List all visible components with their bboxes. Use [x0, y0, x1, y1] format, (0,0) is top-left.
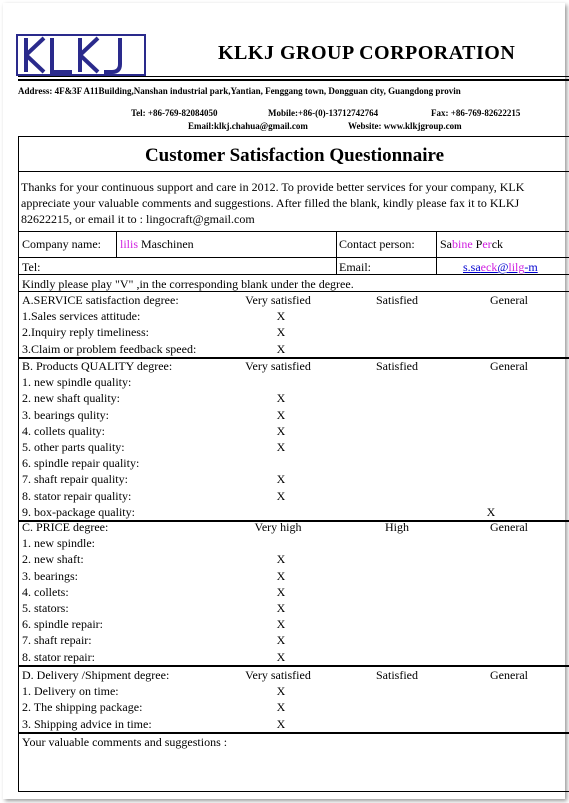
- answer-mark[interactable]: X: [276, 649, 286, 664]
- question-label: 1.Sales services attitude:: [22, 309, 141, 324]
- answer-mark[interactable]: X: [276, 423, 286, 438]
- question-label: 7. shaft repair quality:: [22, 472, 128, 487]
- answer-mark[interactable]: X: [276, 309, 286, 324]
- company-address: Address: 4F&3F A11Building,Nanshan industrial park,Yantian, Fenggang town, Dongguan city, Guangdong provin: [18, 86, 461, 96]
- company-name: KLKJ GROUP CORPORATION: [218, 42, 516, 64]
- question-label: 5. other parts quality:: [22, 440, 125, 454]
- intro-line: appreciate your valuable comments and suggestions. After filled the blank, kindly please fax it to KLKJ: [21, 196, 520, 210]
- degree-column-header: General: [490, 293, 528, 307]
- question-label: 3. bearings:: [22, 568, 78, 583]
- email-value[interactable]: [463, 260, 538, 274]
- redacted-text: eck: [480, 260, 498, 274]
- company-name-label: Company name:: [22, 237, 101, 251]
- contact-text: P: [472, 237, 483, 251]
- email-text: @: [497, 260, 509, 274]
- divider: [19, 257, 569, 258]
- question-label: 8. stator repair:: [22, 649, 95, 664]
- tel-label: Tel:: [22, 260, 41, 274]
- answer-mark[interactable]: X: [486, 504, 496, 519]
- section-heading-delivery: D. Delivery /Shipment degree:: [22, 668, 170, 682]
- question-label: 6. spindle repair:: [22, 617, 103, 632]
- question-label: 4. collets quality:: [22, 423, 105, 438]
- answer-mark[interactable]: X: [276, 325, 286, 340]
- answer-mark[interactable]: X: [276, 440, 286, 454]
- degree-column-header: Satisfied: [376, 668, 418, 682]
- comments-label: Your valuable comments and suggestions :: [22, 735, 228, 749]
- redacted-text: bine: [452, 237, 473, 251]
- email-text: s.sa: [463, 260, 481, 274]
- contact-text: Sa: [440, 237, 452, 251]
- question-label: 6. spindle repair quality:: [22, 456, 140, 471]
- degree-column-header: General: [490, 520, 528, 534]
- contact-text: ck: [491, 237, 504, 251]
- intro-text: [21, 179, 566, 227]
- answer-mark[interactable]: X: [276, 633, 286, 648]
- answer-mark[interactable]: X: [276, 391, 286, 406]
- redacted-text: lilg: [508, 260, 525, 274]
- answer-mark[interactable]: X: [276, 700, 286, 715]
- answer-mark[interactable]: X: [276, 407, 286, 422]
- degree-column-header: Satisfied: [376, 293, 418, 307]
- redacted-text: lilis: [120, 237, 139, 251]
- company-tel: Tel: +86-769-82084050: [131, 108, 218, 118]
- form-title: Customer Satisfaction Questionnaire: [144, 145, 445, 166]
- question-label: 4. collets:: [22, 584, 69, 599]
- answer-mark[interactable]: X: [276, 617, 286, 632]
- company-website: Website: www.klkjgroup.com: [348, 121, 462, 131]
- question-label: 9. box-package quality:: [22, 504, 135, 519]
- divider: [19, 291, 569, 292]
- redacted-text: er: [482, 237, 492, 251]
- question-label: 2. new shaft quality:: [22, 391, 120, 406]
- question-label: 3. bearings qulity:: [22, 407, 109, 422]
- company-mobile: Mobile:+86-(0)-13712742764: [268, 108, 379, 118]
- question-label: 5. stators:: [22, 601, 69, 615]
- header-rule: [18, 76, 569, 77]
- divider: [19, 274, 569, 275]
- section-heading-quality: B. Products QUALITY degree:: [22, 359, 173, 373]
- divider: [19, 231, 569, 232]
- contact-person-value[interactable]: [440, 237, 503, 251]
- answer-mark[interactable]: X: [276, 684, 286, 699]
- answer-mark[interactable]: X: [276, 472, 286, 487]
- question-label: 1. Delivery on time:: [22, 684, 119, 699]
- company-name-text: Maschinen: [138, 237, 194, 251]
- klkj-logo: [16, 34, 146, 76]
- degree-column-header: Satisfied: [376, 359, 418, 373]
- company-name-value[interactable]: [120, 237, 194, 251]
- question-label: 1. new spindle:: [22, 536, 95, 551]
- section-heading-price: C. PRICE degree:: [22, 520, 109, 534]
- answer-mark[interactable]: X: [276, 584, 286, 599]
- question-label: 7. shaft repair:: [22, 633, 92, 648]
- section-divider: [19, 732, 569, 734]
- answer-mark[interactable]: X: [276, 341, 286, 356]
- section-heading-service: A.SERVICE satisfaction degree:: [22, 293, 179, 307]
- question-label: 2.Inquiry reply timeliness:: [22, 325, 149, 340]
- degree-column-header: Very high: [254, 520, 302, 534]
- degree-column-header: General: [490, 668, 528, 682]
- degree-column-header: General: [490, 359, 528, 373]
- answer-mark[interactable]: X: [276, 568, 286, 583]
- answer-mark[interactable]: X: [276, 716, 286, 731]
- email-label: Email:: [339, 260, 371, 274]
- divider: [436, 231, 437, 275]
- instruction-text: Kindly please play "V" ,in the corresponding blank under the degree.: [22, 277, 354, 291]
- degree-column-header: Very satisfied: [245, 293, 311, 307]
- divider: [336, 231, 337, 275]
- section-divider: [19, 665, 569, 667]
- questionnaire-form: [18, 136, 569, 792]
- degree-column-header: Very satisfied: [245, 359, 311, 373]
- answer-mark[interactable]: X: [276, 601, 286, 615]
- email-text: -m: [524, 260, 538, 274]
- company-fax: Fax: +86-769-82622215: [431, 108, 521, 118]
- degree-column-header: High: [385, 520, 409, 534]
- intro-line: Thanks for your continuous support and care in 2012. To provide better services for your company, KLK: [21, 180, 525, 194]
- contact-person-label: Contact person:: [339, 237, 415, 251]
- divider: [116, 231, 117, 257]
- intro-line: 82622215, or email it to : lingocraft@gmail.com: [21, 212, 255, 226]
- question-label: 3.Claim or problem feedback speed:: [22, 341, 197, 356]
- divider: [19, 171, 569, 172]
- answer-mark[interactable]: X: [276, 552, 286, 567]
- question-label: 2. new shaft:: [22, 552, 84, 567]
- question-label: 8. stator repair quality:: [22, 488, 132, 503]
- header-rule-thick: [18, 79, 569, 81]
- answer-mark[interactable]: X: [276, 488, 286, 503]
- company-email: Email:klkj.chahua@gmail.com: [188, 121, 308, 131]
- question-label: 2. The shipping package:: [22, 700, 143, 715]
- degree-column-header: Very satisfied: [245, 668, 311, 682]
- question-label: 3. Shipping advice in time:: [22, 716, 152, 731]
- question-label: 1. new spindle quality:: [22, 375, 132, 390]
